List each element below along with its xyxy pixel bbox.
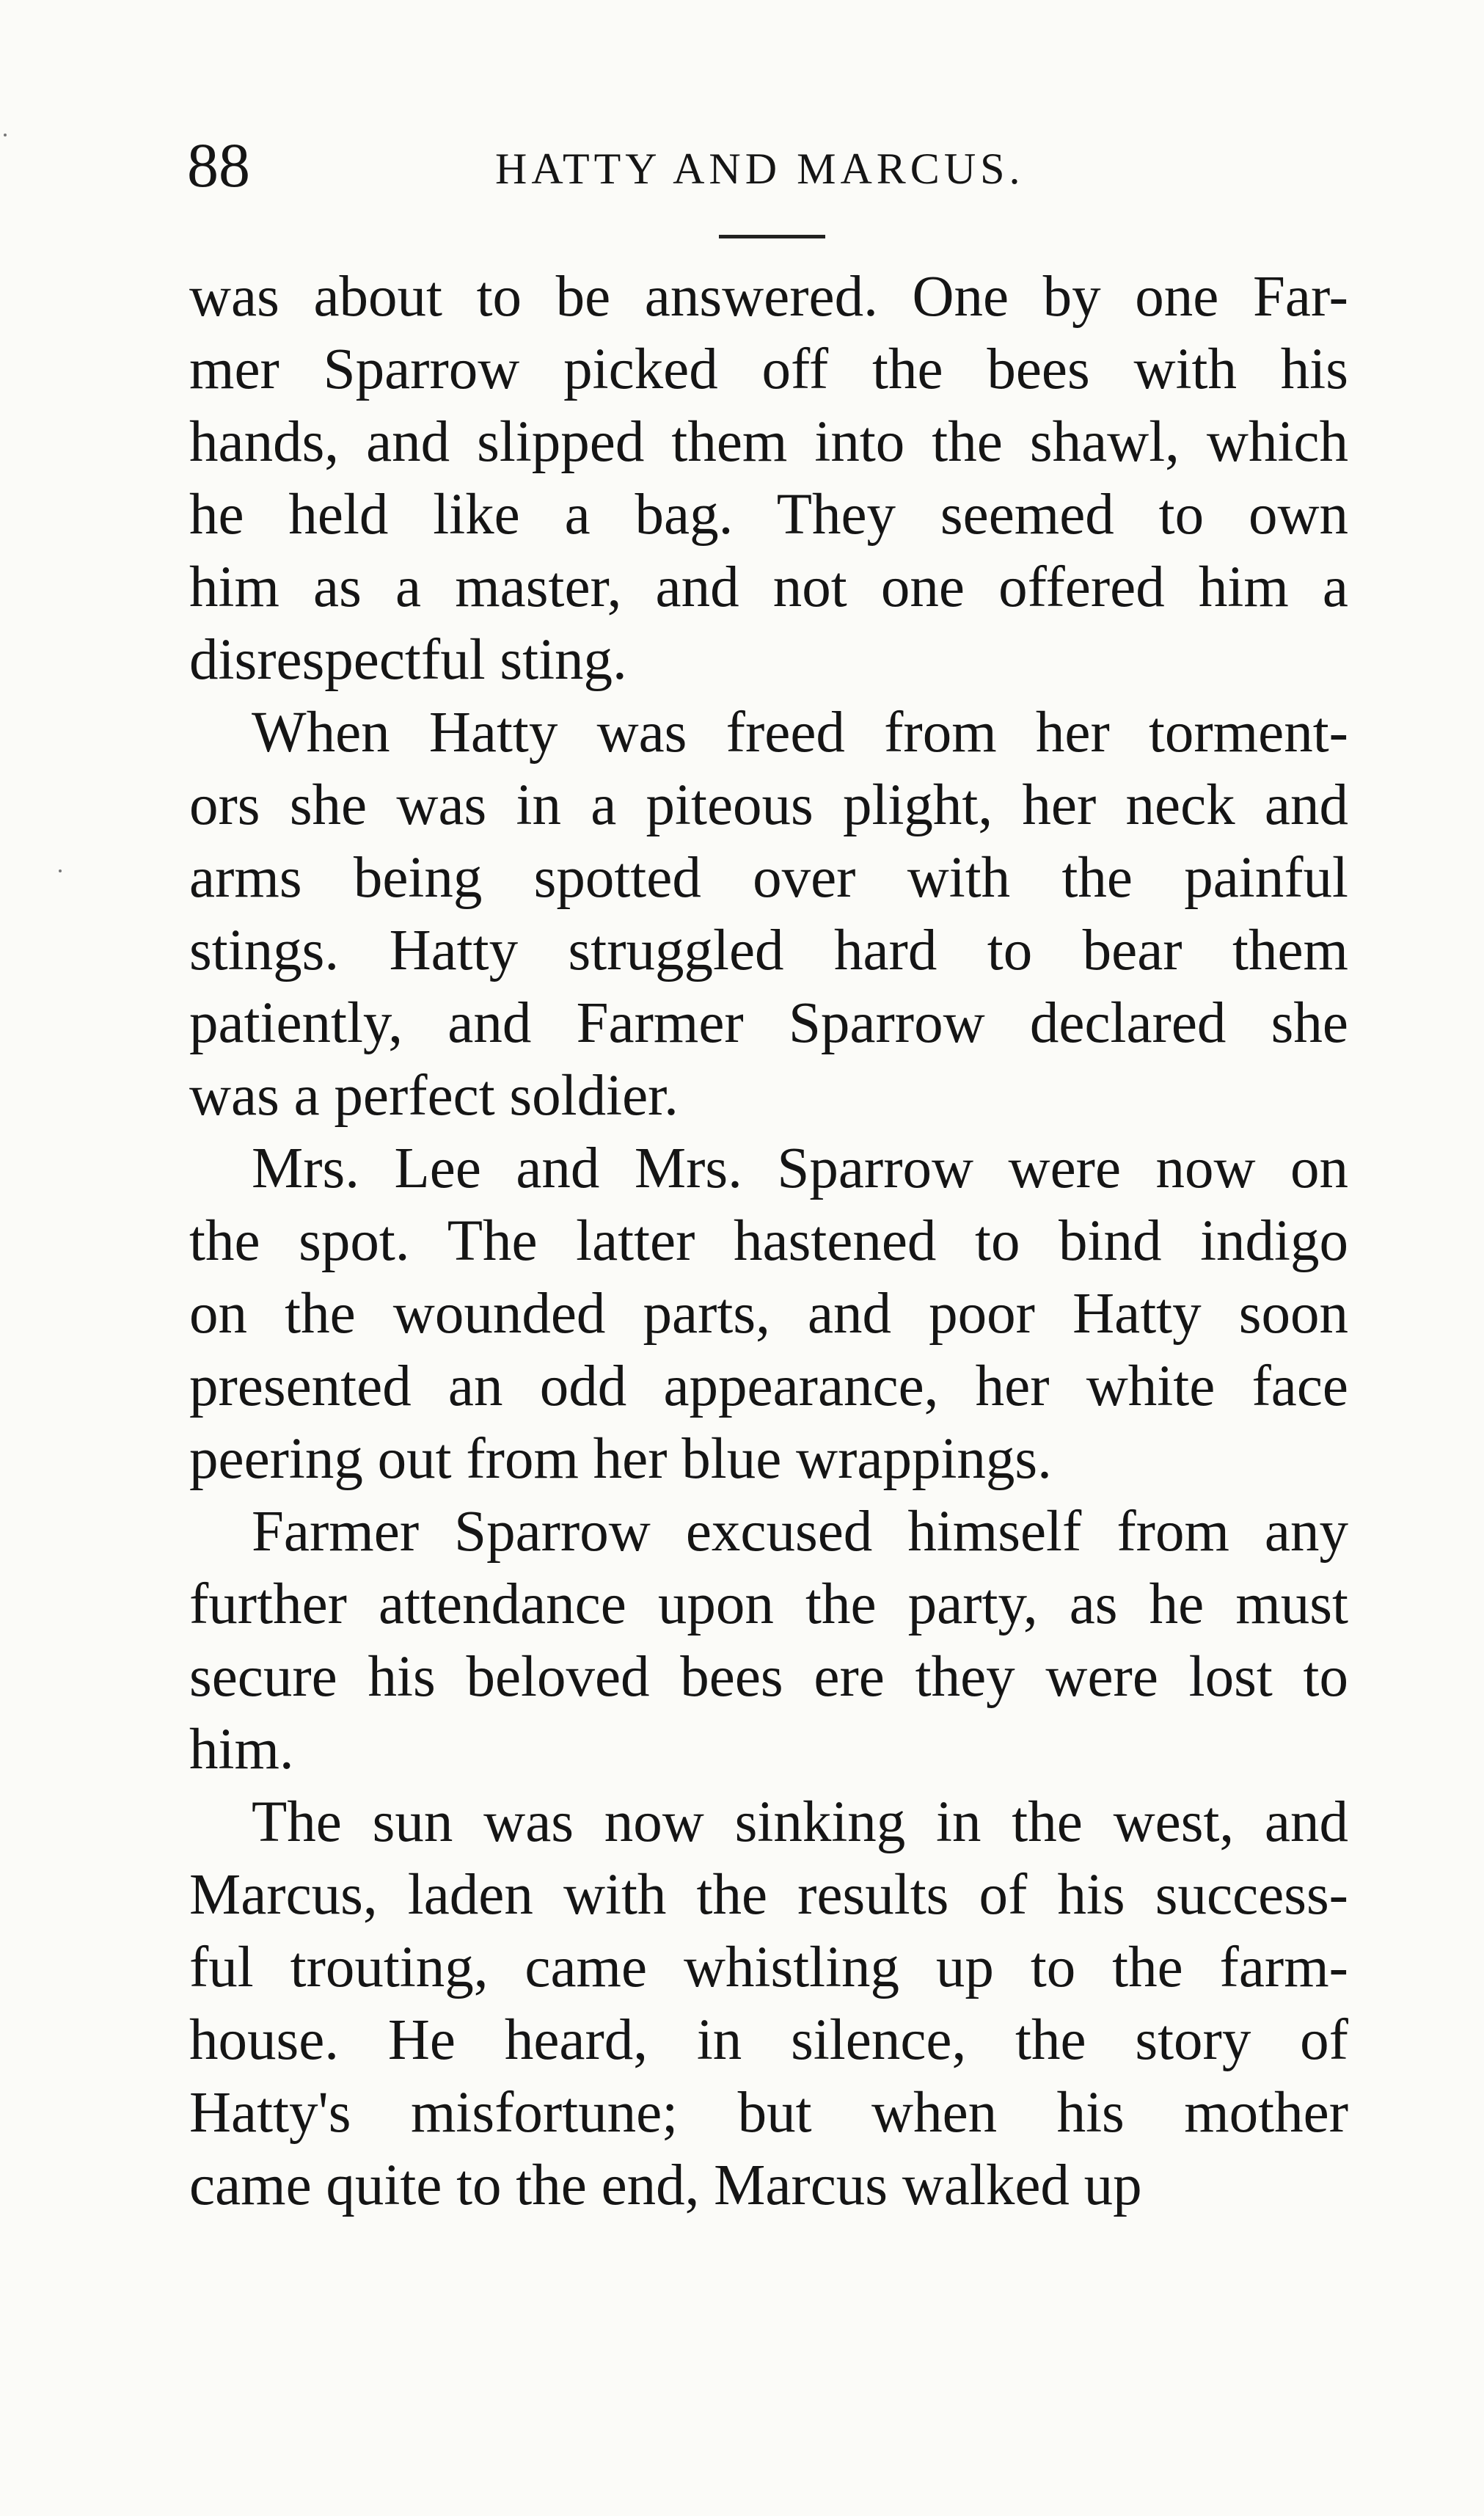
text-line: stings. Hatty struggled hard to bear them	[189, 919, 1348, 982]
text-line: arms being spotted over with the painful	[189, 846, 1348, 910]
paragraph	[189, 1132, 1348, 1495]
text-line: patiently, and Farmer Sparrow declared she	[189, 991, 1348, 1055]
running-title: HATTY AND MARCUS.	[495, 145, 1025, 193]
text-line: ful trouting, came whistling up to the farm-	[189, 1936, 1348, 1999]
text-line: came quite to the end, Marcus walked up	[189, 2154, 1142, 2217]
paragraph	[189, 696, 1348, 1132]
text-line: Farmer Sparrow excused himself from any	[252, 1500, 1348, 1564]
text-line: Marcus, laden with the results of his success-	[189, 1863, 1348, 1927]
text-line: the spot. The latter hastened to bind indigo	[189, 1209, 1348, 1273]
text-line: was a perfect soldier.	[189, 1064, 679, 1128]
text-line: When Hatty was freed from her torment-	[252, 701, 1348, 765]
paragraph	[189, 1786, 1348, 2222]
header-rule	[719, 235, 825, 238]
text-line: hands, and slipped them into the shawl, which	[189, 410, 1348, 474]
paragraph	[189, 260, 1348, 696]
text-line: was about to be answered. One by one Far-	[189, 265, 1348, 329]
text-line: on the wounded parts, and poor Hatty soon	[189, 1282, 1348, 1346]
body-text	[189, 260, 1348, 2222]
text-line: disrespectful sting.	[189, 628, 627, 692]
text-line: further attendance upon the party, as he must	[189, 1572, 1348, 1636]
paragraph	[189, 1495, 1348, 1786]
text-line: The sun was now sinking in the west, and	[252, 1790, 1348, 1854]
text-line: secure his beloved bees ere they were lost to	[189, 1645, 1348, 1709]
text-line: Hatty's misfortune; but when his mother	[189, 2081, 1348, 2145]
text-line: ors she was in a piteous plight, her neck and	[189, 773, 1348, 837]
text-line: presented an odd appearance, her white face	[189, 1354, 1348, 1418]
text-line: him.	[189, 1718, 294, 1782]
page-speck	[59, 869, 62, 872]
page-speck	[4, 134, 7, 136]
text-line: Mrs. Lee and Mrs. Sparrow were now on	[252, 1137, 1348, 1200]
page-number: 88	[187, 130, 250, 200]
text-line: he held like a bag. They seemed to own	[189, 483, 1348, 547]
running-head	[187, 128, 1375, 216]
text-line: peering out from her blue wrappings.	[189, 1427, 1052, 1491]
text-line: house. He heard, in silence, the story of	[189, 2008, 1348, 2072]
text-line: mer Sparrow picked off the bees with his	[189, 338, 1348, 401]
text-line: him as a master, and not one offered him a	[189, 555, 1348, 619]
